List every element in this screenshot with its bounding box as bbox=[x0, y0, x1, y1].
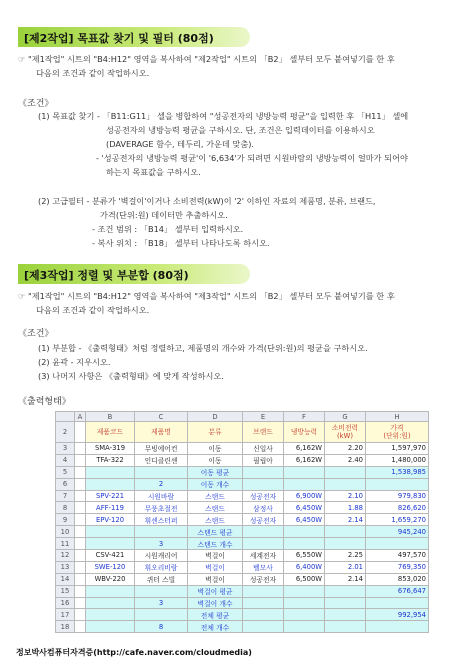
row-number: 14 bbox=[56, 573, 75, 585]
cell: 992,954 bbox=[366, 609, 429, 621]
cell bbox=[325, 609, 366, 621]
row-number: 5 bbox=[56, 466, 75, 478]
cell bbox=[75, 621, 86, 633]
cell: 스탠드 개수 bbox=[188, 538, 243, 550]
section2-cond1-line4: - '성공전자의 냉방능력 평균'이 '6,634'가 되려면 시원바람의 냉방능력이 얼마가 되어야 bbox=[96, 153, 408, 163]
cell bbox=[366, 597, 429, 609]
cell: 1.88 bbox=[325, 502, 366, 514]
cell bbox=[75, 490, 86, 502]
cell: 2.10 bbox=[325, 490, 366, 502]
column-letter: D bbox=[188, 412, 243, 422]
cell bbox=[86, 585, 135, 597]
cell: 2.14 bbox=[325, 514, 366, 526]
table-row bbox=[56, 609, 429, 621]
cell bbox=[75, 478, 86, 490]
row-number: 16 bbox=[56, 597, 75, 609]
section3-cond3: (3) 나머지 사항은 《출력형태》에 맞게 작성하시오. bbox=[38, 371, 224, 381]
header-row bbox=[56, 422, 429, 443]
cell bbox=[86, 597, 135, 609]
cell: WBV-220 bbox=[86, 573, 135, 585]
row-number: 12 bbox=[56, 550, 75, 562]
cell: 6,500W bbox=[284, 573, 325, 585]
footer-credit: 정보박사컴퓨터자격증(http://cafe.naver.com/cloudmedia) bbox=[16, 648, 252, 657]
row-number: 2 bbox=[56, 422, 75, 443]
cell: TFA-322 bbox=[86, 454, 135, 466]
cell: 2.20 bbox=[325, 443, 366, 455]
cell bbox=[325, 526, 366, 538]
cell bbox=[325, 621, 366, 633]
row-number: 6 bbox=[56, 478, 75, 490]
cell: 이동 bbox=[188, 454, 243, 466]
section3-title-bar bbox=[18, 264, 250, 284]
cell: 6,450W bbox=[284, 514, 325, 526]
cell bbox=[75, 502, 86, 514]
cell: 826,620 bbox=[366, 502, 429, 514]
cell bbox=[75, 538, 86, 550]
row-number: 13 bbox=[56, 561, 75, 573]
column-letter: E bbox=[243, 412, 284, 422]
cell: 1,597,970 bbox=[366, 443, 429, 455]
cell: 853,020 bbox=[366, 573, 429, 585]
row-number: 17 bbox=[56, 609, 75, 621]
cell bbox=[325, 466, 366, 478]
cell bbox=[366, 621, 429, 633]
section2-intro-line2: 다음의 조건과 같이 작업하시오. bbox=[36, 68, 150, 78]
cell: 퀴터 스빌 bbox=[135, 573, 188, 585]
header-cell: 소비전력 (kW) bbox=[325, 422, 366, 443]
table-row bbox=[56, 561, 429, 573]
cell: 769,350 bbox=[366, 561, 429, 573]
section2-cond1-line1: (1) 목표값 찾기 - 「B11:G11」 셀을 병합하여 "성공전자의 냉방능력 평균"을 입력한 후 「H11」 셀에 bbox=[38, 111, 409, 121]
cell bbox=[243, 526, 284, 538]
cell: 2 bbox=[135, 478, 188, 490]
column-letters-row bbox=[56, 412, 429, 422]
cell bbox=[75, 585, 86, 597]
cell: SPV-221 bbox=[86, 490, 135, 502]
cell bbox=[243, 538, 284, 550]
row-number: 8 bbox=[56, 502, 75, 514]
cell bbox=[284, 609, 325, 621]
cell bbox=[284, 585, 325, 597]
cell: 6,550W bbox=[284, 550, 325, 562]
cell bbox=[86, 621, 135, 633]
cell: 성공전자 bbox=[243, 514, 284, 526]
cell bbox=[75, 514, 86, 526]
section2-cond2-line2: 가격(단위:원) 데이터만 추출하시오. bbox=[100, 210, 228, 220]
row-number: 18 bbox=[56, 621, 75, 633]
cell: 무풍초절전 bbox=[135, 502, 188, 514]
table-row bbox=[56, 490, 429, 502]
cell: 2.25 bbox=[325, 550, 366, 562]
table-row bbox=[56, 443, 429, 455]
cell: 벽걸이 bbox=[188, 561, 243, 573]
row-number: 4 bbox=[56, 454, 75, 466]
cell: 6,450W bbox=[284, 502, 325, 514]
cell: 무빙에어컨 bbox=[135, 443, 188, 455]
corner-cell bbox=[56, 412, 75, 422]
cell bbox=[284, 538, 325, 550]
row-number: 3 bbox=[56, 443, 75, 455]
cell: 스탠드 평균 bbox=[188, 526, 243, 538]
cell: 벽걸이 개수 bbox=[188, 597, 243, 609]
cell: 성공전자 bbox=[243, 573, 284, 585]
cell: CSV-421 bbox=[86, 550, 135, 562]
cell bbox=[75, 573, 86, 585]
cell: 스탠드 bbox=[188, 514, 243, 526]
cell: 2.01 bbox=[325, 561, 366, 573]
cell: 벨모사 bbox=[243, 561, 284, 573]
section2-cond1-line3: (DAVERAGE 함수, 테두리, 가운데 맞춤). bbox=[106, 139, 255, 149]
section3-conditions-heading: 《조건》 bbox=[18, 329, 54, 339]
column-letter: A bbox=[75, 412, 86, 422]
section3-cond1: (1) 부분합 - 《출력형태》처럼 정렬하고, 제품명의 개수와 가격(단위:원)의 평균을 구하시오. bbox=[38, 343, 368, 353]
table-row bbox=[56, 597, 429, 609]
cell: 스탠드 bbox=[188, 502, 243, 514]
cell: 979,830 bbox=[366, 490, 429, 502]
cell: 3 bbox=[135, 597, 188, 609]
header-cell: 제품코드 bbox=[86, 422, 135, 443]
section2-conditions-heading: 《조건》 bbox=[18, 99, 54, 109]
cell: 성공전자 bbox=[243, 490, 284, 502]
table-row bbox=[56, 621, 429, 633]
cell bbox=[75, 454, 86, 466]
spreadsheet-body bbox=[56, 412, 429, 633]
cell bbox=[75, 561, 86, 573]
cell bbox=[284, 526, 325, 538]
cell: 6,900W bbox=[284, 490, 325, 502]
section3-cond2: (2) 윤곽 - 지우시오. bbox=[38, 357, 111, 367]
row-number: 10 bbox=[56, 526, 75, 538]
header-cell: 브랜드 bbox=[243, 422, 284, 443]
cell: 6,162W bbox=[284, 443, 325, 455]
cell: 6,400W bbox=[284, 561, 325, 573]
cell bbox=[86, 609, 135, 621]
cell: 3 bbox=[135, 538, 188, 550]
cell: 이동 개수 bbox=[188, 478, 243, 490]
section3-title: [제3작업] 정렬 및 부분합 (80점) bbox=[24, 269, 189, 282]
section2-cond2-line3: - 조건 범위 : 「B14」 셀부터 입력하시오. bbox=[92, 224, 244, 234]
cell: 휘센스터퍼 bbox=[135, 514, 188, 526]
cell bbox=[243, 597, 284, 609]
section3-intro-line1: ☞ "제1작업" 시트의 "B4:H12" 영역을 복사하여 "제3작업" 시트의 「B2」 셀부터 모두 붙여넣기를 한 후 bbox=[18, 291, 395, 301]
cell bbox=[243, 609, 284, 621]
cell bbox=[75, 609, 86, 621]
cell bbox=[86, 526, 135, 538]
cell: 세계전자 bbox=[243, 550, 284, 562]
cell: 497,570 bbox=[366, 550, 429, 562]
cell: 벽걸이 bbox=[188, 550, 243, 562]
cell: 1,538,985 bbox=[366, 466, 429, 478]
cell bbox=[243, 466, 284, 478]
cell: 2.14 bbox=[325, 573, 366, 585]
cell bbox=[135, 466, 188, 478]
cell: 시원바람 bbox=[135, 490, 188, 502]
cell: 이동 평균 bbox=[188, 466, 243, 478]
row-number: 15 bbox=[56, 585, 75, 597]
header-cell: 분류 bbox=[188, 422, 243, 443]
table-row bbox=[56, 550, 429, 562]
section2-cond2-line4: - 복사 위치 : 「B18」 셀부터 나타나도록 하시오. bbox=[92, 238, 270, 248]
cell bbox=[325, 478, 366, 490]
cell bbox=[75, 422, 86, 443]
cell: 676,647 bbox=[366, 585, 429, 597]
section2-intro-line1: ☞ "제1작업" 시트의 "B4:H12" 영역을 복사하여 "제2작업" 시트의 「B2」 셀부터 모두 붙여넣기를 한 후 bbox=[18, 54, 395, 64]
cell: 인디클린센 bbox=[135, 454, 188, 466]
cell: 휘오리비람 bbox=[135, 561, 188, 573]
cell: 전체 평균 bbox=[188, 609, 243, 621]
cell bbox=[86, 478, 135, 490]
cell: 6,162W bbox=[284, 454, 325, 466]
cell: 1,659,270 bbox=[366, 514, 429, 526]
cell bbox=[243, 621, 284, 633]
cell: 2.40 bbox=[325, 454, 366, 466]
header-cell: 냉방능력 bbox=[284, 422, 325, 443]
section3-intro-line2: 다음의 조건과 같이 작업하시오. bbox=[36, 305, 150, 315]
cell: 945,240 bbox=[366, 526, 429, 538]
cell bbox=[284, 466, 325, 478]
table-row bbox=[56, 478, 429, 490]
section2-title: [제2작업] 목표값 찾기 및 필터 (80점) bbox=[24, 32, 214, 45]
table-row bbox=[56, 585, 429, 597]
table-row bbox=[56, 526, 429, 538]
cell: 스탠드 bbox=[188, 490, 243, 502]
cell: 벽걸이 bbox=[188, 573, 243, 585]
cell: SMA-319 bbox=[86, 443, 135, 455]
section2-cond1-line5: 하는지 목표값을 구하시오. bbox=[106, 167, 201, 177]
output-form-heading: 《출력형태》 bbox=[18, 397, 71, 407]
cell bbox=[284, 621, 325, 633]
cell: 필립아 bbox=[243, 454, 284, 466]
cell: 삼정사 bbox=[243, 502, 284, 514]
column-letter: G bbox=[325, 412, 366, 422]
cell bbox=[75, 597, 86, 609]
cell bbox=[243, 585, 284, 597]
cell bbox=[366, 538, 429, 550]
column-letter: H bbox=[366, 412, 429, 422]
cell bbox=[284, 597, 325, 609]
cell: 8 bbox=[135, 621, 188, 633]
cell bbox=[325, 585, 366, 597]
cell: 이동 bbox=[188, 443, 243, 455]
header-cell: 가격 (단위:원) bbox=[366, 422, 429, 443]
cell bbox=[284, 478, 325, 490]
cell bbox=[75, 526, 86, 538]
column-letter: B bbox=[86, 412, 135, 422]
table-row bbox=[56, 538, 429, 550]
cell: 벽걸이 평균 bbox=[188, 585, 243, 597]
cell bbox=[135, 526, 188, 538]
section2-cond2-line1: (2) 고급필터 - 분류가 '벽걸이'이거나 소비전력(kW)이 '2' 이하인 자료의 제품명, 분류, 브랜드, bbox=[38, 196, 376, 206]
cell: 시원캐리어 bbox=[135, 550, 188, 562]
table-row bbox=[56, 573, 429, 585]
row-number: 7 bbox=[56, 490, 75, 502]
cell bbox=[325, 597, 366, 609]
cell: SWE-120 bbox=[86, 561, 135, 573]
cell bbox=[366, 478, 429, 490]
cell: AFF-119 bbox=[86, 502, 135, 514]
cell bbox=[86, 538, 135, 550]
table-row bbox=[56, 454, 429, 466]
cell: 신일사 bbox=[243, 443, 284, 455]
cell: 전체 개수 bbox=[188, 621, 243, 633]
table-row bbox=[56, 502, 429, 514]
cell: EPV-120 bbox=[86, 514, 135, 526]
section2-cond1-line2: 성공전자의 냉방능력 평균을 구하시오. 단, 조건은 입력데이터를 이용하시오 bbox=[106, 125, 375, 135]
cell bbox=[75, 466, 86, 478]
output-spreadsheet bbox=[55, 411, 429, 633]
cell bbox=[243, 478, 284, 490]
cell bbox=[86, 466, 135, 478]
cell bbox=[135, 609, 188, 621]
row-number: 11 bbox=[56, 538, 75, 550]
table-row bbox=[56, 466, 429, 478]
header-cell: 제품명 bbox=[135, 422, 188, 443]
cell bbox=[135, 585, 188, 597]
row-number: 9 bbox=[56, 514, 75, 526]
cell bbox=[75, 443, 86, 455]
cell bbox=[75, 550, 86, 562]
cell: 1,480,000 bbox=[366, 454, 429, 466]
section2-title-bar bbox=[18, 27, 250, 47]
column-letter: C bbox=[135, 412, 188, 422]
cell bbox=[325, 538, 366, 550]
table-row bbox=[56, 514, 429, 526]
column-letter: F bbox=[284, 412, 325, 422]
